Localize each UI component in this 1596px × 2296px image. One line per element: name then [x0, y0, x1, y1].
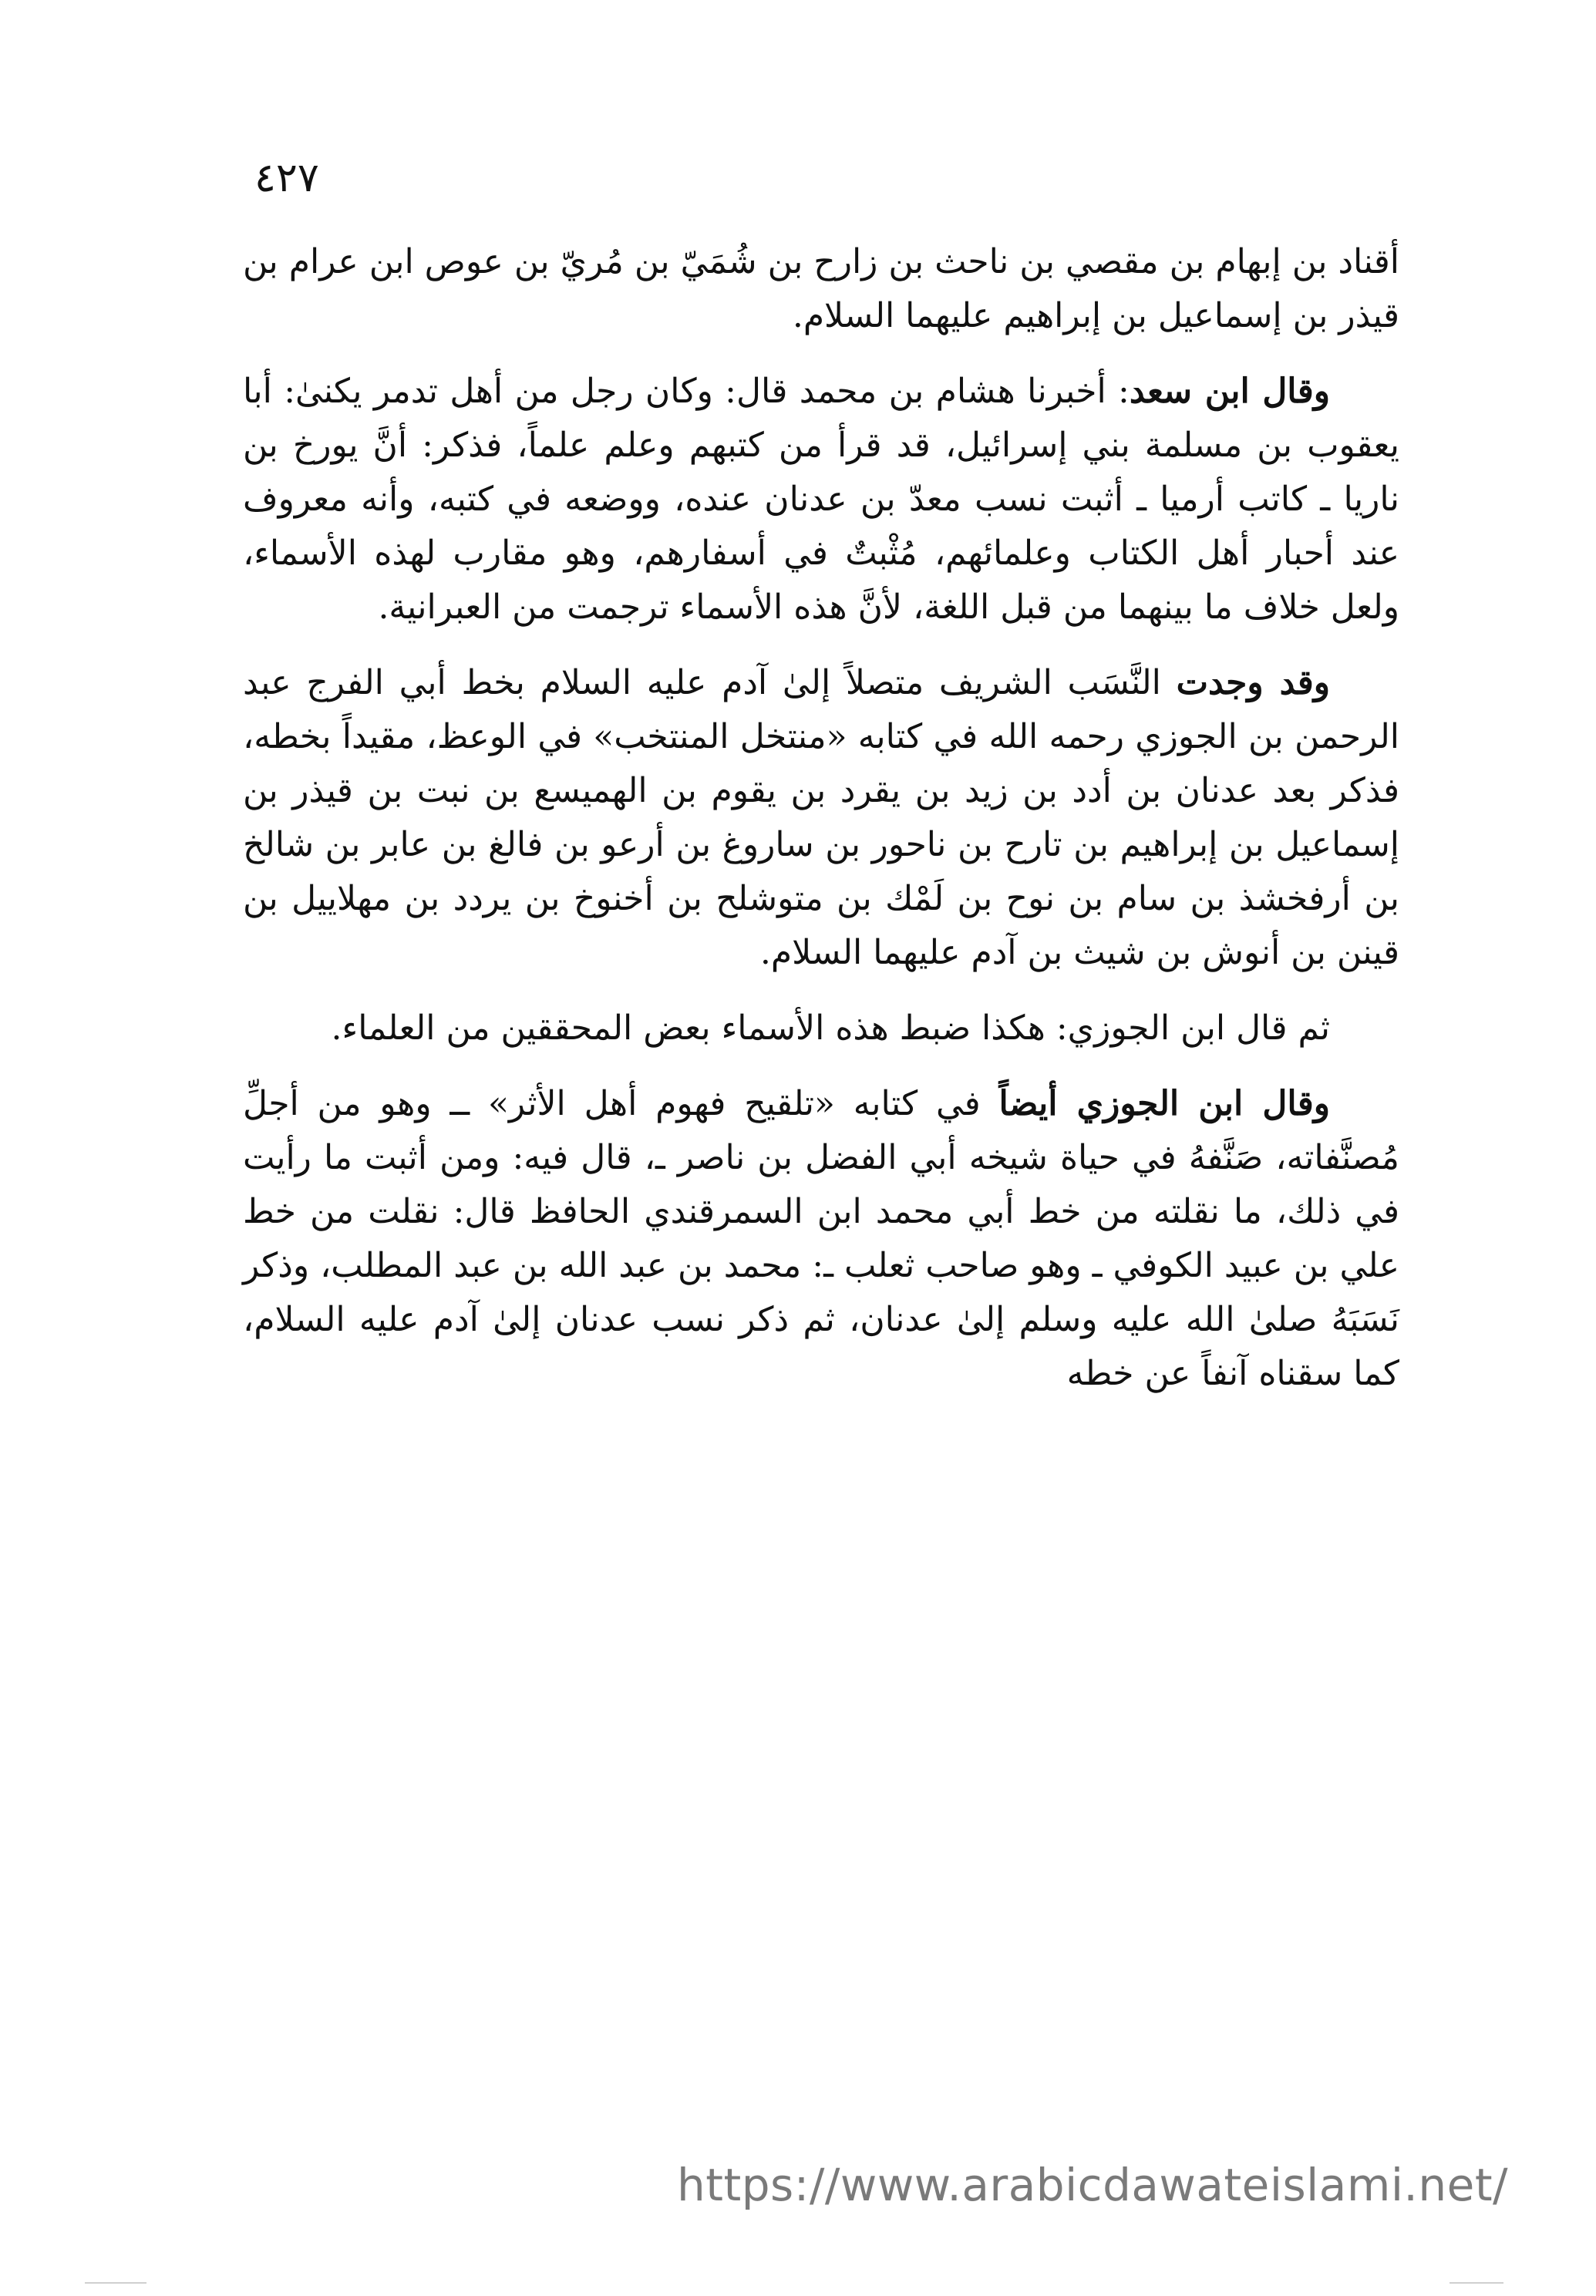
paragraph-2-lead: وقال ابن سعد	[1129, 372, 1330, 411]
footer-url-watermark: https://www.arabicdawateislami.net/	[677, 2159, 1509, 2211]
bottom-left-rule	[85, 2282, 146, 2284]
paragraph-4-text: ثم قال ابن الجوزي: هكذا ضبط هذه الأسماء بعض المحققين من العلماء.	[331, 1008, 1330, 1048]
paragraph-2	[243, 365, 1399, 635]
paragraph-1	[243, 235, 1399, 343]
paragraph-1-text: أقناد بن إبهام بن مقصي بن ناحث بن زارح بن شُمَيّ بن مُريّ بن عوص ابن عرام بن قيذر بن إسماعيل بن إبراهيم عليهما السلام.	[243, 242, 1399, 335]
paragraph-5	[243, 1077, 1399, 1401]
paragraph-4	[243, 1002, 1399, 1055]
page-number: ٤٢٧	[254, 155, 319, 201]
paragraph-5-text: في كتابه «تلقيح فهوم أهل الأثر» ــ وهو من أجلِّ مُصنَّفاته، صَنَّفهُ في حياة شيخه أبي الفضل بن ناصر ـ، قال فيه: ومن أثبت ما رأيت في ذلك، ما نقلته من خط أبي محمد ابن السمرقندي الحافظ قال: نقلت من خط علي بن عبيد الكوفي ـ وهو صاحب ثعلب ـ: محمد بن عبد الله بن عبد المطلب، وذكر نَسَبَهُ صلىٰ الله عليه وسلم إلىٰ عدنان، ثم ذكر نسب عدنان إلىٰ آدم عليه السلام، كما سقناه آنفاً عن خطه	[243, 1084, 1399, 1393]
body-text	[243, 235, 1399, 1422]
paragraph-5-lead: وقال ابن الجوزي أيضاً	[998, 1084, 1331, 1123]
paragraph-3-lead: وقد وجدت	[1176, 663, 1330, 702]
paragraph-2-text: : أخبرنا هشام بن محمد قال: وكان رجل من أهل تدمر يكنىٰ: أبا يعقوب بن مسلمة بني إسرائيل، قد قرأ من كتبهم وعلم علماً، فذكر: أنَّ يورخ بن ناريا ـ كاتب أرميا ـ أثبت نسب معدّ بن عدنان عنده، ووضعه في كتبه، وأنه معروف عند أحبار أهل الكتاب وعلمائهم، مُثْبتٌ في أسفارهم، وهو مقارب لهذه الأسماء، ولعل خلاف ما بينهما من قبل اللغة، لأنَّ هذه الأسماء ترجمت من العبرانية.	[243, 372, 1399, 627]
paragraph-3-text: النَّسَب الشريف متصلاً إلىٰ آدم عليه السلام بخط أبي الفرج عبد الرحمن بن الجوزي رحمه الله في كتابه «منتخل المنتخب» في الوعظ، مقيداً بخطه، فذكر بعد عدنان بن أدد بن زيد بن يقرد بن يقوم بن الهميسع بن نبت بن قيذر بن إسماعيل بن إبراهيم بن تارح بن ناحور بن ساروغ بن أرعو بن فالغ بن عابر بن شالخ بن أرفخشذ بن سام بن نوح بن لَمْك بن متوشلح بن أخنوخ بن يردد بن مهلاييل بن قينن بن أنوش بن شيث بن آدم عليهما السلام.	[243, 663, 1399, 972]
paragraph-3	[243, 656, 1399, 980]
bottom-right-rule	[1450, 2282, 1503, 2284]
